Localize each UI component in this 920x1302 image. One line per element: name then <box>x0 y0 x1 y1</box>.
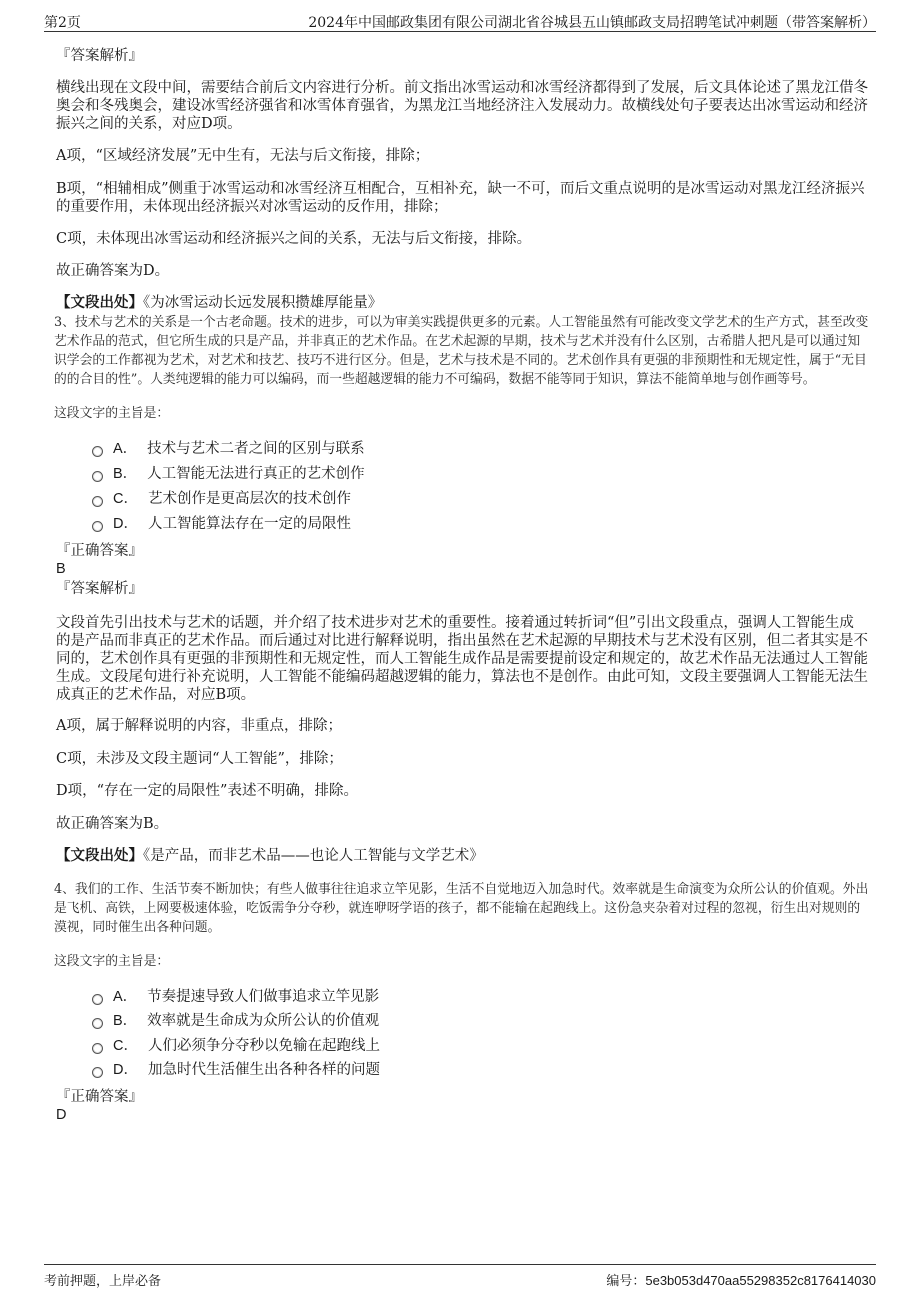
answer-conclusion: 故正确答案为D。 <box>56 263 170 279</box>
question-4-prompt: 这段文字的主旨是： <box>54 954 170 969</box>
radio-icon[interactable] <box>92 471 103 482</box>
header-divider <box>44 31 876 32</box>
question-3-option-a[interactable]: A． 技术与艺术二者之间的区别与联系 <box>92 440 365 458</box>
question-3-stem: 3、技术与艺术的关系是一个古老命题。技术的进步，可以为审美实践提供更多的元素。人工智能虽然有可能改变文学艺术的生产方式，甚至改变艺术作品的范式，但它所生成的只是产品，并非真正的艺术作品。在艺术起源的早期，技术与艺术并没有什么区别，古希腊人把凡是可以通过知识学会的工作都视为艺术，对艺术和技艺、技巧不进行区分。但是，艺术与技术是不同的。艺术创作具有更强的非预期性和无规定性，属于“无目的的合目的性”。人类纯逻辑的能力可以编码，而一些超越逻辑的能力不可编码，数据不能等同于知识，算法不能简单地与创作画等号。 <box>54 315 869 387</box>
source-line <box>56 294 868 312</box>
source-title: 《为冰雪运动长远发展积攒雄厚能量》 <box>143 295 383 311</box>
radio-icon[interactable] <box>92 1043 103 1054</box>
correct-answer: D <box>56 1107 67 1123</box>
option-a-explanation: A项，属于解释说明的内容，非重点，排除； <box>56 718 342 734</box>
question-4-option-c[interactable]: C． 人们必须争分夺秒以免输在起跑线上 <box>92 1037 380 1055</box>
radio-icon[interactable] <box>92 1018 103 1029</box>
source-line <box>56 847 868 865</box>
source-label: 【文段出处】 <box>56 847 143 864</box>
page-number: 第2页 <box>44 15 81 31</box>
question-4-option-b[interactable]: B． 效率就是生命成为众所公认的价值观 <box>92 1012 379 1030</box>
analysis-label: 『答案解析』 <box>56 581 143 597</box>
question-3-option-d[interactable]: D． 人工智能算法存在一定的局限性 <box>92 515 351 533</box>
code-value: 5e3b053d470aa55298352c8176414030 <box>645 1273 876 1288</box>
option-b-explanation: B项，“相辅相成”侧重于冰雪运动和冰雪经济互相配合，互相补充，缺一不可，而后文重点说明的是冰雪运动对黑龙江经济振兴的重要作用，未体现出经济振兴对冰雪运动的反作用，排除； <box>56 181 865 215</box>
option-d-explanation: D项，“存在一定的局限性”表述不明确，排除。 <box>56 783 358 799</box>
document-code <box>606 1270 876 1289</box>
question-4-stem: 4、我们的工作、生活节奏不断加快；有些人做事往往追求立竿见影，生活不自觉地迈入加急时代。效率就是生命演变为众所公认的价值观。外出是飞机、高铁，上网要极速体验，吃饭需争分夺秒，就连咿呀学语的孩子，都不能输在起跑线上。这份急夹杂着对过程的忽视，衍生出对规则的漠视，同时催生出各种问题。 <box>54 882 869 935</box>
radio-icon[interactable] <box>92 446 103 457</box>
option-c-explanation: C项，未涉及文段主题词“人工智能”，排除； <box>56 751 343 767</box>
footer-divider <box>44 1264 876 1265</box>
code-label: 编号： <box>606 1274 646 1289</box>
radio-icon[interactable] <box>92 994 103 1005</box>
document-title: 2024年中国邮政集团有限公司湖北省谷城县五山镇邮政支局招聘笔试冲刺题（带答案解析） <box>308 15 876 31</box>
source-title: 《是产品，而非艺术品——也论人工智能与文学艺术》 <box>143 848 484 864</box>
question-3-prompt: 这段文字的主旨是： <box>54 406 170 421</box>
question-3-option-c[interactable]: C． 艺术创作是更高层次的技术创作 <box>92 490 351 508</box>
analysis-paragraph: 文段首先引出技术与艺术的话题，并介绍了技术进步对艺术的重要性。接着通过转折词“但”引出文段重点，强调人工智能生成的是产品而非真正的艺术作品。而后通过对比进行解释说明，指出虽然在艺术起源的早期技术与艺术没有区别，但二者其实是不同的，艺术创作具有更强的非预期性和无规定性，而人工智能生成作品是需要提前设定和规定的，故艺术作品无法通过人工智能生成。文段尾句进行补充说明，人工智能不能编码超越逻辑的能力，算法也不是创作。由此可知，文段主要强调人工智能无法生成真正的艺术作品，对应B项。 <box>56 615 868 703</box>
analysis-label: 『答案解析』 <box>56 48 143 64</box>
radio-icon[interactable] <box>92 1067 103 1078</box>
question-4-option-a[interactable]: A． 节奏提速导致人们做事追求立竿见影 <box>92 988 379 1006</box>
option-c-explanation: C项，未体现出冰雪运动和经济振兴之间的关系，无法与后文衔接，排除。 <box>56 231 532 247</box>
question-3-option-b[interactable]: B． 人工智能无法进行真正的艺术创作 <box>92 465 365 483</box>
answer-conclusion: 故正确答案为B。 <box>56 816 169 832</box>
option-a-explanation: A项，“区域经济发展”无中生有，无法与后文衔接，排除； <box>56 148 430 164</box>
radio-icon[interactable] <box>92 496 103 507</box>
correct-answer-label: 『正确答案』 <box>56 1089 143 1105</box>
radio-icon[interactable] <box>92 521 103 532</box>
question-4-option-d[interactable]: D． 加急时代生活催生出各种各样的问题 <box>92 1061 380 1079</box>
correct-answer: B <box>56 561 66 577</box>
footer-slogan: 考前押题，上岸必备 <box>44 1274 162 1289</box>
analysis-paragraph: 横线出现在文段中间，需要结合前后文内容进行分析。前文指出冰雪运动和冰雪经济都得到了发展，后文具体论述了黑龙江借冬奥会和冬残奥会，建设冰雪经济强省和冰雪体育强省，为黑龙江当地经济注入发展动力。故横线处句子要表达出冰雪运动和经济振兴之间的关系，对应D项。 <box>56 80 868 132</box>
source-label: 【文段出处】 <box>56 294 143 311</box>
correct-answer-label: 『正确答案』 <box>56 543 143 559</box>
